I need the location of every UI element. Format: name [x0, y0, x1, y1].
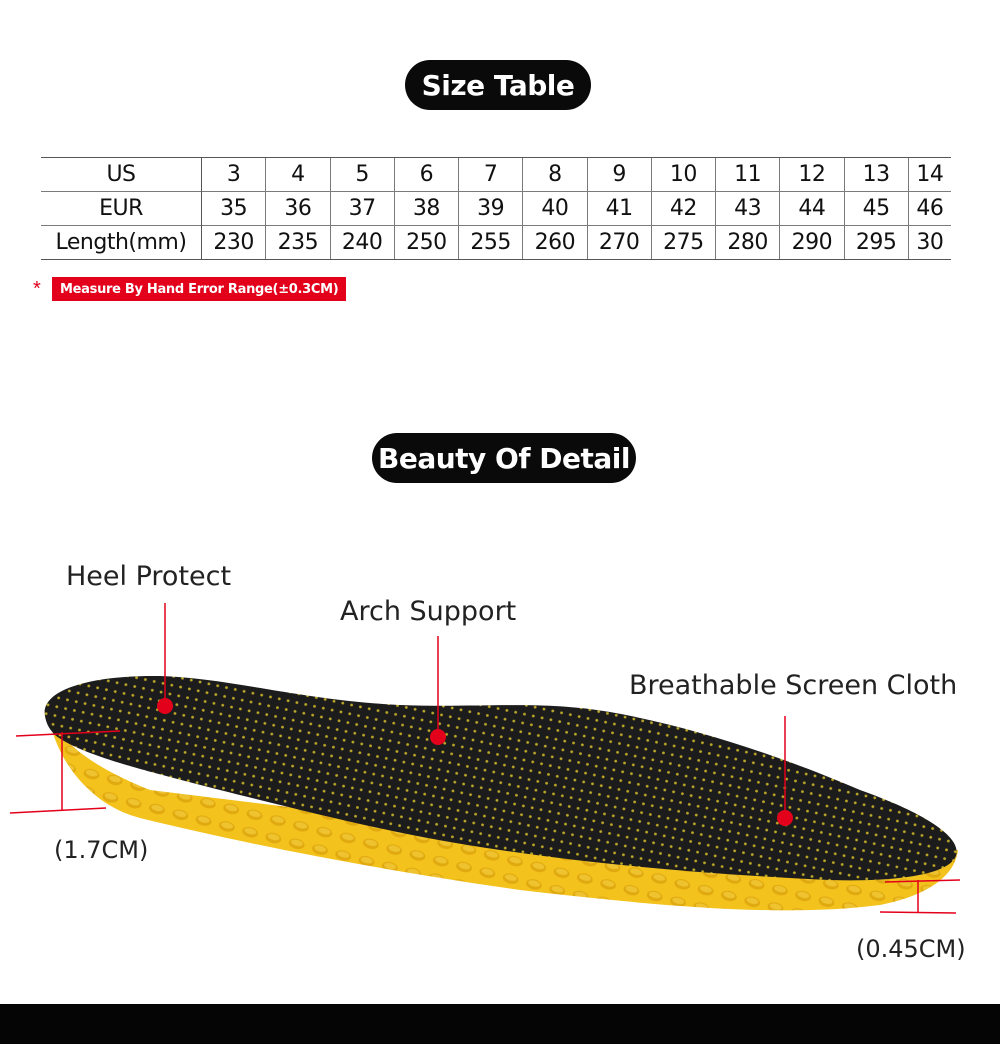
size-row-label: Length(mm) [41, 226, 202, 260]
breathable-cloth-label: Breathable Screen Cloth [629, 670, 958, 701]
heel-dim-bottom [10, 808, 106, 813]
size-cell: 44 [780, 192, 844, 226]
size-cell: 43 [716, 192, 780, 226]
size-cell: 270 [587, 226, 651, 260]
size-cell: 14 [908, 158, 951, 192]
size-cell: 46 [908, 192, 951, 226]
arch-support-label: Arch Support [340, 596, 517, 627]
size-cell: 290 [780, 226, 844, 260]
size-row [41, 192, 951, 226]
size-cell: 240 [330, 226, 394, 260]
detail-title: Beauty Of Detail [372, 433, 636, 483]
size-cell: 3 [202, 158, 266, 192]
size-cell: 13 [844, 158, 908, 192]
size-cell: 6 [394, 158, 458, 192]
heel-protect-label: Heel Protect [66, 561, 232, 592]
size-row-label: US [41, 158, 202, 192]
size-cell: 12 [780, 158, 844, 192]
size-cell: 250 [394, 226, 458, 260]
bottom-bar [0, 1004, 1000, 1044]
size-row [41, 158, 951, 192]
size-cell: 295 [844, 226, 908, 260]
size-cell: 40 [523, 192, 587, 226]
size-row-label: EUR [41, 192, 202, 226]
mesh-surface [45, 676, 957, 880]
size-cell: 280 [716, 226, 780, 260]
size-cell: 7 [459, 158, 523, 192]
size-table [41, 157, 951, 260]
cloth-callout-dot [777, 810, 793, 826]
heel-thickness-label: (1.7CM) [54, 836, 149, 864]
arch-callout-dot [430, 729, 446, 745]
size-cell: 37 [330, 192, 394, 226]
size-cell: 42 [651, 192, 715, 226]
size-cell: 230 [202, 226, 266, 260]
size-cell: 5 [330, 158, 394, 192]
measure-note: Measure By Hand Error Range(±0.3CM) [52, 277, 346, 301]
toe-thickness-label: (0.45CM) [856, 935, 966, 963]
size-cell: 11 [716, 158, 780, 192]
size-cell: 260 [523, 226, 587, 260]
size-row [41, 226, 951, 260]
size-cell: 10 [651, 158, 715, 192]
size-cell: 9 [587, 158, 651, 192]
size-cell: 30 [908, 226, 951, 260]
size-cell: 275 [651, 226, 715, 260]
size-cell: 255 [459, 226, 523, 260]
note-asterisk: * [33, 278, 41, 300]
size-cell: 36 [266, 192, 330, 226]
size-cell: 235 [266, 226, 330, 260]
size-cell: 4 [266, 158, 330, 192]
size-cell: 38 [394, 192, 458, 226]
size-cell: 41 [587, 192, 651, 226]
size-cell: 45 [844, 192, 908, 226]
size-table-title: Size Table [405, 60, 591, 110]
heel-callout-dot [157, 698, 173, 714]
size-cell: 35 [202, 192, 266, 226]
size-cell: 8 [523, 158, 587, 192]
size-cell: 39 [459, 192, 523, 226]
